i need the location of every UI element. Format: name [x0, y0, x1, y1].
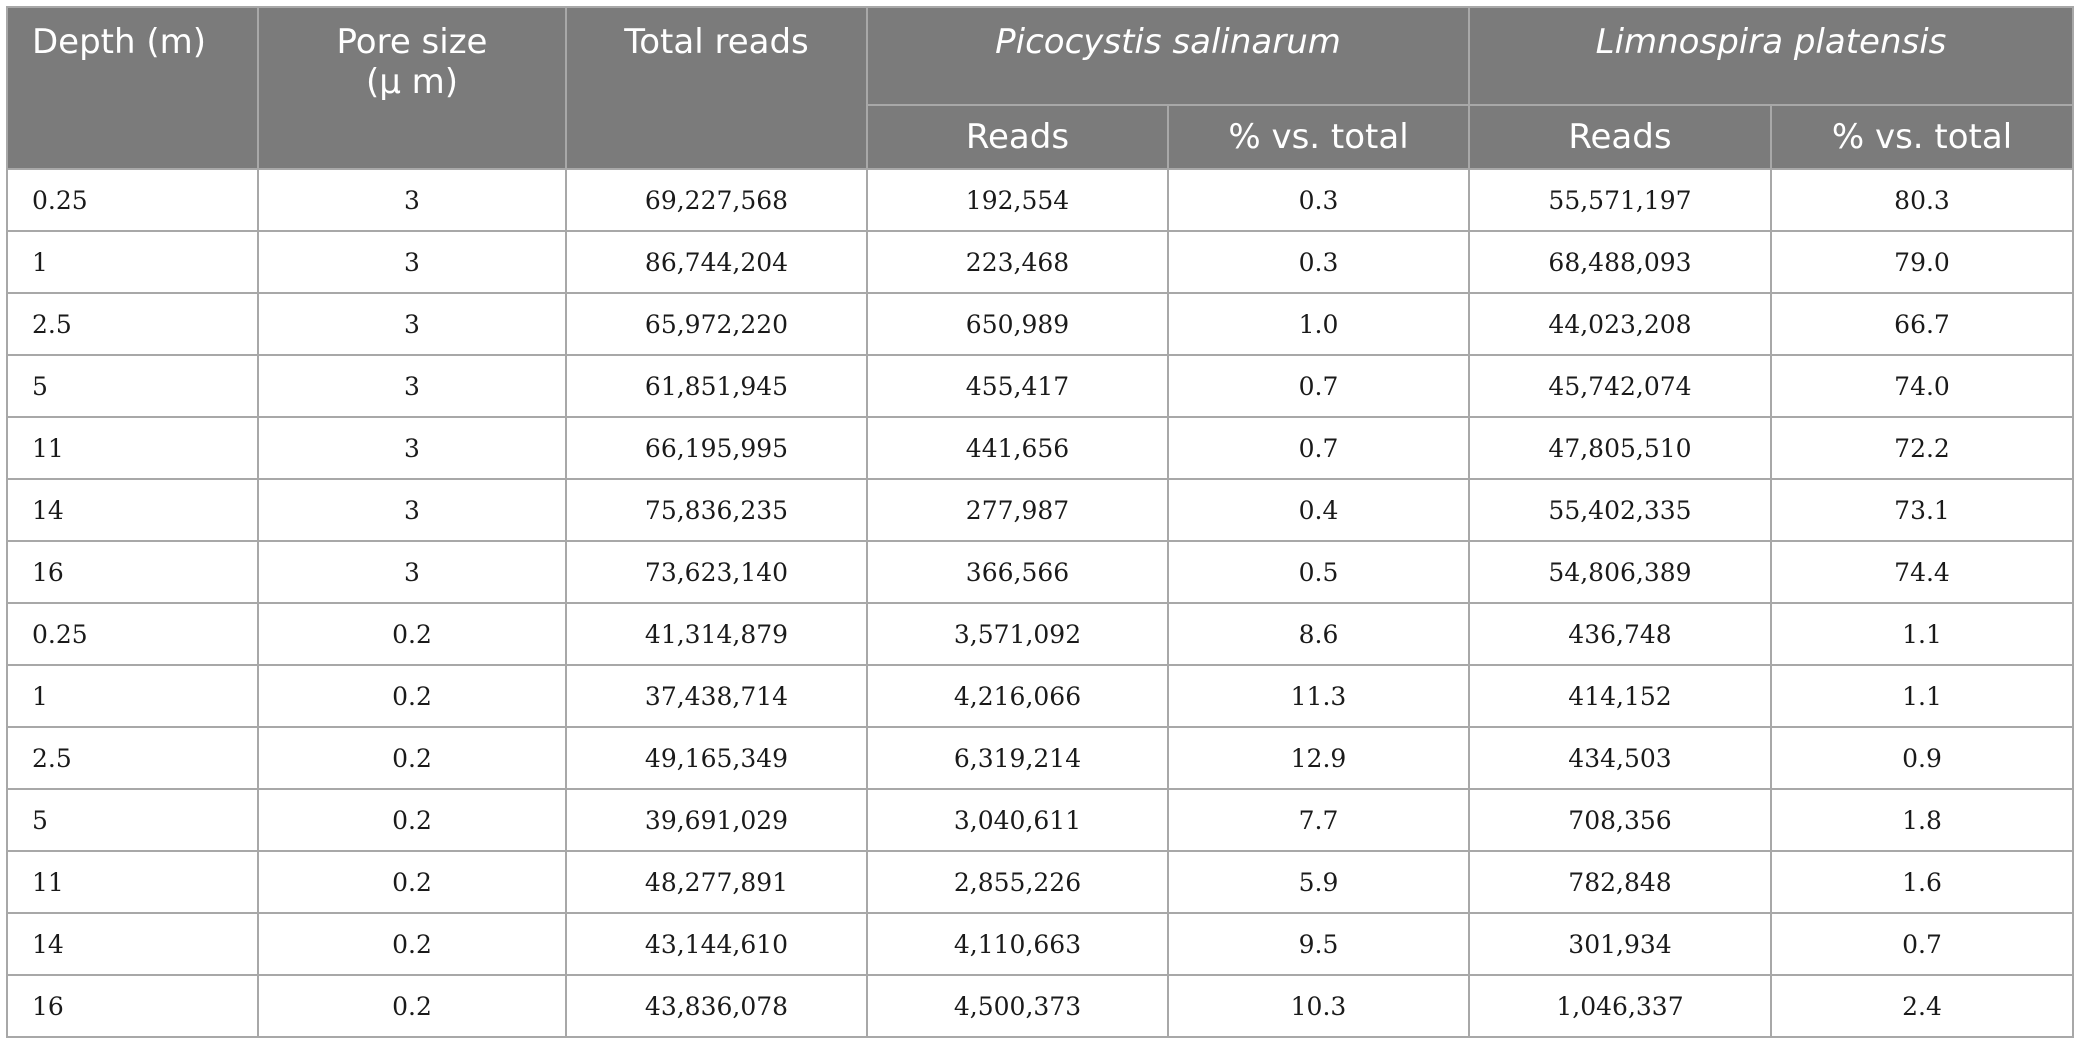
cell-picocystis-pct: 0.7 [1168, 355, 1469, 417]
cell-picocystis-pct: 0.3 [1168, 231, 1469, 293]
cell-pore-size: 0.2 [258, 727, 566, 789]
cell-limnospira-pct: 0.7 [1771, 913, 2073, 975]
header-picocystis-pct: % vs. total [1168, 105, 1469, 169]
cell-picocystis-pct: 12.9 [1168, 727, 1469, 789]
cell-limnospira-reads: 47,805,510 [1469, 417, 1771, 479]
cell-limnospira-pct: 79.0 [1771, 231, 2073, 293]
cell-depth: 0.25 [7, 169, 258, 231]
cell-picocystis-reads: 277,987 [867, 479, 1168, 541]
cell-picocystis-reads: 3,040,611 [867, 789, 1168, 851]
cell-pore-size: 3 [258, 169, 566, 231]
table-row [7, 541, 2073, 603]
header-group-limnospira: Limnospira platensis [1469, 7, 2073, 105]
cell-pore-size: 3 [258, 293, 566, 355]
cell-limnospira-pct: 1.1 [1771, 603, 2073, 665]
cell-total-reads: 61,851,945 [566, 355, 867, 417]
header-limnospira-pct: % vs. total [1771, 105, 2073, 169]
table-row [7, 479, 2073, 541]
cell-total-reads: 66,195,995 [566, 417, 867, 479]
cell-pore-size: 0.2 [258, 665, 566, 727]
cell-depth: 14 [7, 913, 258, 975]
cell-depth: 1 [7, 231, 258, 293]
cell-picocystis-reads: 192,554 [867, 169, 1168, 231]
table-row [7, 789, 2073, 851]
table-row [7, 975, 2073, 1037]
cell-limnospira-pct: 80.3 [1771, 169, 2073, 231]
cell-picocystis-pct: 10.3 [1168, 975, 1469, 1037]
cell-picocystis-pct: 1.0 [1168, 293, 1469, 355]
data-table-container [6, 6, 2072, 1038]
cell-picocystis-pct: 5.9 [1168, 851, 1469, 913]
cell-limnospira-pct: 1.8 [1771, 789, 2073, 851]
table-header [7, 7, 2073, 169]
cell-total-reads: 75,836,235 [566, 479, 867, 541]
cell-pore-size: 3 [258, 231, 566, 293]
cell-pore-size: 3 [258, 479, 566, 541]
table-row [7, 665, 2073, 727]
cell-limnospira-reads: 55,402,335 [1469, 479, 1771, 541]
table-row [7, 913, 2073, 975]
cell-total-reads: 48,277,891 [566, 851, 867, 913]
cell-limnospira-pct: 0.9 [1771, 727, 2073, 789]
reads-table [6, 6, 2074, 1038]
cell-depth: 2.5 [7, 293, 258, 355]
cell-picocystis-pct: 7.7 [1168, 789, 1469, 851]
cell-depth: 16 [7, 975, 258, 1037]
cell-pore-size: 3 [258, 355, 566, 417]
table-row [7, 169, 2073, 231]
table-row [7, 603, 2073, 665]
cell-picocystis-pct: 0.5 [1168, 541, 1469, 603]
cell-picocystis-pct: 8.6 [1168, 603, 1469, 665]
header-pore-size [258, 7, 566, 169]
cell-picocystis-reads: 441,656 [867, 417, 1168, 479]
cell-pore-size: 0.2 [258, 603, 566, 665]
cell-total-reads: 37,438,714 [566, 665, 867, 727]
cell-limnospira-reads: 68,488,093 [1469, 231, 1771, 293]
cell-depth: 0.25 [7, 603, 258, 665]
cell-limnospira-reads: 54,806,389 [1469, 541, 1771, 603]
cell-limnospira-reads: 436,748 [1469, 603, 1771, 665]
header-pore-size-line2: (μ m) [365, 62, 459, 102]
table-row [7, 417, 2073, 479]
header-depth: Depth (m) [7, 7, 258, 169]
cell-depth: 5 [7, 789, 258, 851]
cell-depth: 16 [7, 541, 258, 603]
table-row [7, 727, 2073, 789]
cell-depth: 5 [7, 355, 258, 417]
cell-pore-size: 3 [258, 541, 566, 603]
cell-picocystis-pct: 0.3 [1168, 169, 1469, 231]
cell-limnospira-reads: 434,503 [1469, 727, 1771, 789]
cell-limnospira-pct: 66.7 [1771, 293, 2073, 355]
cell-picocystis-reads: 455,417 [867, 355, 1168, 417]
cell-limnospira-reads: 55,571,197 [1469, 169, 1771, 231]
cell-limnospira-reads: 708,356 [1469, 789, 1771, 851]
cell-picocystis-reads: 6,319,214 [867, 727, 1168, 789]
table-row [7, 231, 2073, 293]
cell-limnospira-reads: 44,023,208 [1469, 293, 1771, 355]
cell-picocystis-pct: 0.7 [1168, 417, 1469, 479]
cell-picocystis-reads: 650,989 [867, 293, 1168, 355]
table-row [7, 851, 2073, 913]
cell-limnospira-reads: 414,152 [1469, 665, 1771, 727]
cell-limnospira-reads: 1,046,337 [1469, 975, 1771, 1037]
cell-pore-size: 0.2 [258, 789, 566, 851]
cell-total-reads: 41,314,879 [566, 603, 867, 665]
cell-picocystis-reads: 366,566 [867, 541, 1168, 603]
cell-depth: 11 [7, 851, 258, 913]
cell-limnospira-pct: 73.1 [1771, 479, 2073, 541]
cell-limnospira-pct: 1.6 [1771, 851, 2073, 913]
cell-total-reads: 86,744,204 [566, 231, 867, 293]
cell-picocystis-reads: 223,468 [867, 231, 1168, 293]
cell-limnospira-reads: 301,934 [1469, 913, 1771, 975]
table-row [7, 355, 2073, 417]
cell-picocystis-pct: 9.5 [1168, 913, 1469, 975]
cell-pore-size: 0.2 [258, 975, 566, 1037]
cell-picocystis-reads: 4,500,373 [867, 975, 1168, 1037]
cell-total-reads: 49,165,349 [566, 727, 867, 789]
cell-limnospira-pct: 2.4 [1771, 975, 2073, 1037]
cell-picocystis-pct: 11.3 [1168, 665, 1469, 727]
cell-limnospira-pct: 74.0 [1771, 355, 2073, 417]
cell-total-reads: 43,144,610 [566, 913, 867, 975]
header-total-reads: Total reads [566, 7, 867, 169]
table-row [7, 293, 2073, 355]
cell-limnospira-pct: 74.4 [1771, 541, 2073, 603]
header-picocystis-reads: Reads [867, 105, 1168, 169]
cell-pore-size: 0.2 [258, 851, 566, 913]
cell-total-reads: 65,972,220 [566, 293, 867, 355]
cell-depth: 14 [7, 479, 258, 541]
cell-depth: 11 [7, 417, 258, 479]
cell-total-reads: 69,227,568 [566, 169, 867, 231]
table-body [7, 169, 2073, 1037]
header-limnospira-reads: Reads [1469, 105, 1771, 169]
cell-pore-size: 0.2 [258, 913, 566, 975]
cell-depth: 2.5 [7, 727, 258, 789]
cell-picocystis-reads: 3,571,092 [867, 603, 1168, 665]
cell-picocystis-reads: 2,855,226 [867, 851, 1168, 913]
cell-total-reads: 43,836,078 [566, 975, 867, 1037]
header-group-picocystis: Picocystis salinarum [867, 7, 1469, 105]
cell-picocystis-reads: 4,110,663 [867, 913, 1168, 975]
header-pore-size-line1: Pore size [336, 22, 488, 62]
cell-picocystis-pct: 0.4 [1168, 479, 1469, 541]
cell-limnospira-reads: 45,742,074 [1469, 355, 1771, 417]
cell-pore-size: 3 [258, 417, 566, 479]
cell-depth: 1 [7, 665, 258, 727]
header-row-1 [7, 7, 2073, 105]
cell-total-reads: 73,623,140 [566, 541, 867, 603]
cell-limnospira-reads: 782,848 [1469, 851, 1771, 913]
cell-picocystis-reads: 4,216,066 [867, 665, 1168, 727]
cell-limnospira-pct: 72.2 [1771, 417, 2073, 479]
cell-total-reads: 39,691,029 [566, 789, 867, 851]
cell-limnospira-pct: 1.1 [1771, 665, 2073, 727]
